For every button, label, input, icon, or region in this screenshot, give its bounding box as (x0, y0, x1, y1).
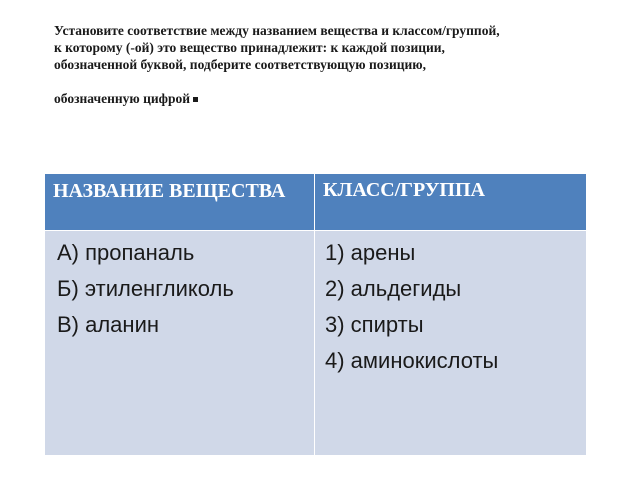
list-item: А) пропаналь (57, 240, 195, 265)
instruction-line: Установите соответствие между названием вещества и классом/группой, (54, 23, 500, 38)
instruction-line-last (54, 90, 614, 107)
instruction-line-text: обозначенную цифрой (54, 91, 191, 106)
class-list (315, 231, 587, 456)
task-instruction (54, 22, 614, 107)
list-item: 4) аминокислоты (325, 348, 499, 373)
matching-table (44, 173, 587, 456)
list-item: В) аланин (57, 312, 160, 337)
list-item: 1) арены (325, 240, 416, 265)
list-item: Б) этиленгликоль (57, 276, 234, 301)
header-substance-name: НАЗВАНИЕ ВЕЩЕСТВА (45, 174, 315, 231)
square-bullet-icon (193, 97, 198, 102)
instruction-line: к которому (-ой) это вещество принадлежит: к каждой позиции, (54, 40, 445, 55)
substance-list (45, 231, 315, 456)
table-body-row (45, 231, 587, 456)
instruction-line: обозначенной буквой, подберите соответствующую позицию, (54, 57, 426, 72)
table-header-row (45, 174, 587, 231)
line-gap (54, 73, 614, 90)
list-item: 2) альдегиды (325, 276, 462, 301)
header-class-group: КЛАСС/ГРУППА (315, 174, 587, 231)
list-item: 3) спирты (325, 312, 424, 337)
